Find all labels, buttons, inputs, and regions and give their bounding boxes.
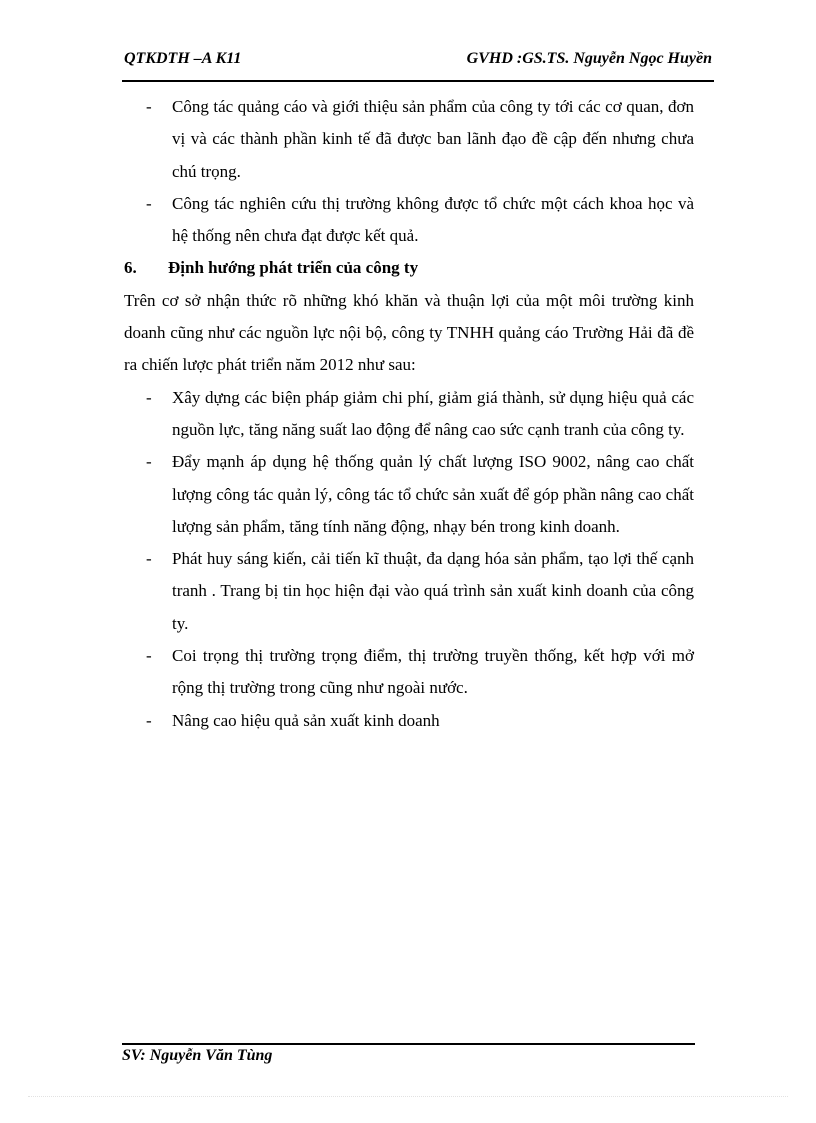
page-header	[122, 46, 714, 82]
header-supervisor: GVHD :GS.TS. Nguyễn Ngọc Huyền	[466, 50, 712, 67]
bullet-dash: -	[146, 646, 152, 666]
list-item	[124, 382, 694, 447]
bullet-dash: -	[146, 387, 152, 407]
bullet-dash: -	[146, 193, 152, 213]
list-item	[124, 543, 694, 640]
list-item-text: Công tác nghiên cứu thị trường không được tổ chức một cách khoa học và hệ thống nên chưa đạt được kết quả.	[172, 193, 694, 246]
section-intro: Trên cơ sở nhận thức rõ những khó khăn và thuận lợi của một môi trường kinh doanh cũng như các nguồn lực nội bộ, công ty TNHH quảng cáo Trường Hải đã đề ra chiến lược phát triển năm 2012 như sau:	[124, 290, 694, 375]
list-item-text: Xây dựng các biện pháp giảm chi phí, giảm giá thành, sử dụng hiệu quả các nguồn lực, tăng năng suất lao động để nâng cao sức cạnh tranh của công ty.	[172, 387, 694, 439]
list-item-text: Công tác quảng cáo và giới thiệu sản phẩm của công ty tới các cơ quan, đơn vị và các thành phần kinh tế đã được ban lãnh đạo đề cập đến nhưng chưa chú trọng.	[172, 97, 694, 181]
list-item-text: Phát huy sáng kiến, cải tiến kĩ thuật, đa dạng hóa sản phẩm, tạo lợi thế cạnh tranh . Trang bị tin học hiện đại vào quá trình sản xuất kinh doanh của công ty.	[172, 549, 694, 633]
section-heading	[124, 252, 694, 284]
bullet-dash: -	[146, 710, 152, 730]
bullet-dash: -	[146, 452, 152, 472]
list-item-text: Coi trọng thị trường trọng điểm, thị trường truyền thống, kết hợp với mở rộng thị trường trong cũng như ngoài nước.	[172, 646, 694, 698]
page-footer	[122, 1043, 695, 1065]
list-item	[124, 446, 694, 543]
bullet-dash: -	[146, 549, 152, 569]
page-body	[124, 91, 694, 737]
list-item	[124, 640, 694, 705]
section-number: 6.	[124, 258, 137, 278]
list-item	[124, 188, 694, 253]
footer-student-name: SV: Nguyễn Văn Tùng	[122, 1047, 273, 1064]
list-item	[124, 91, 694, 188]
list-item-text: Nâng cao hiệu quả sản xuất kinh doanh	[172, 710, 440, 730]
list-item-text: Đẩy mạnh áp dụng hệ thống quản lý chất lượng ISO 9002, nâng cao chất lượng công tác quản lý, công tác tổ chức sản xuất để góp phần nâng cao chất lượng sản phẩm, tăng tính năng động, nhạy bén trong kinh doanh.	[172, 452, 694, 536]
section-title: Định hướng phát triển của công ty	[168, 258, 419, 278]
bullet-dash: -	[146, 97, 152, 116]
header-course-code: QTKDTH –A K11	[124, 50, 242, 67]
list-item	[124, 705, 694, 737]
page-bottom-divider	[28, 1096, 788, 1097]
